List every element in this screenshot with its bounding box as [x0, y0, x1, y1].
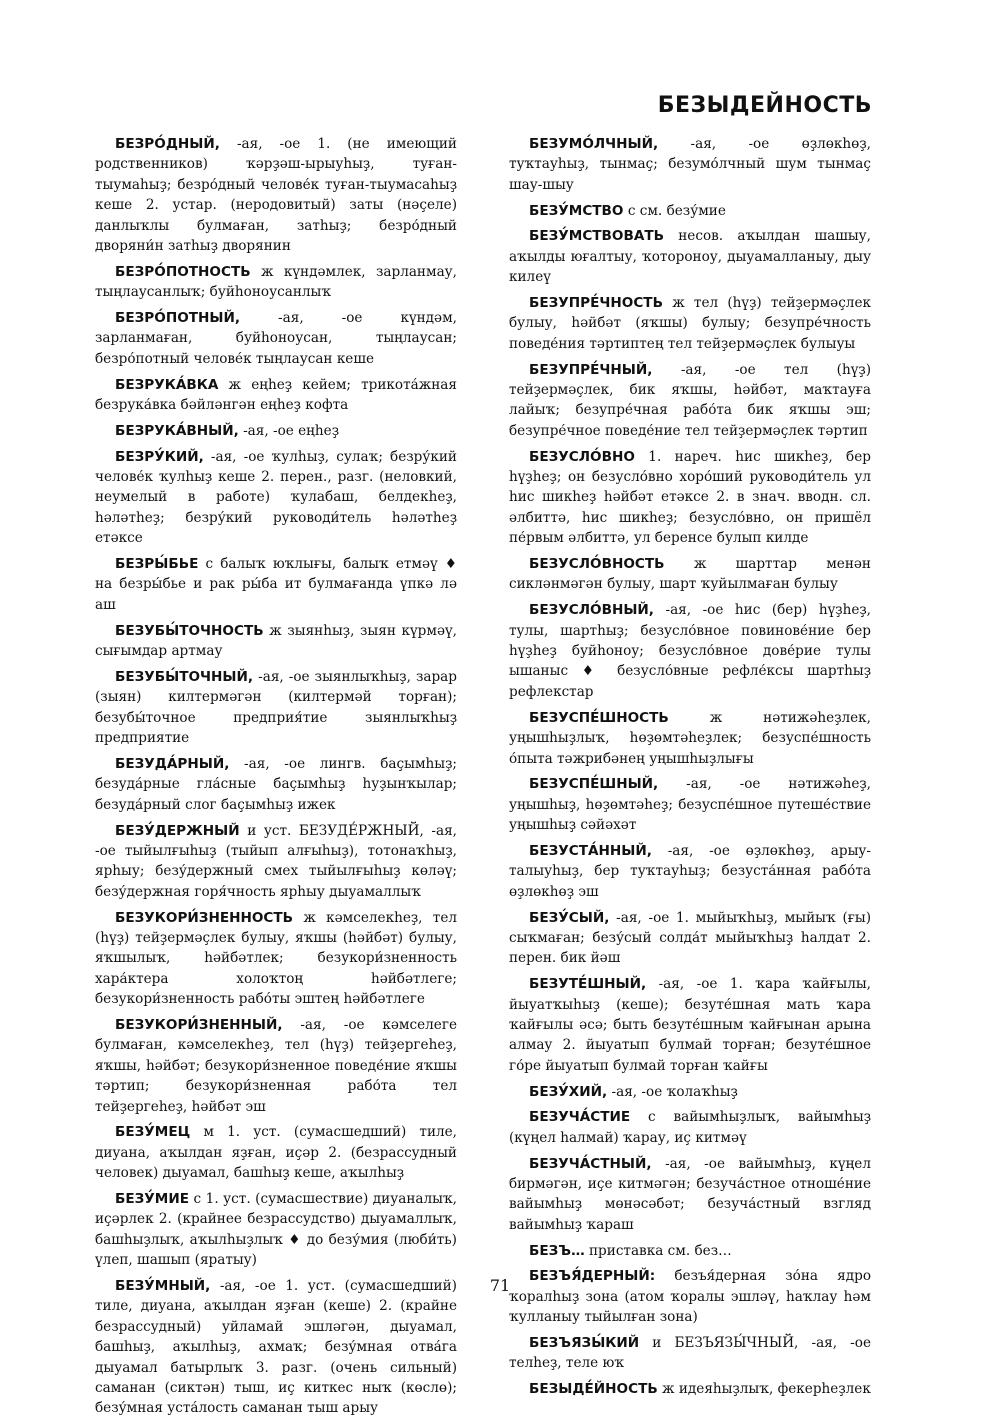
entry-body: и БЕЗЪЯЗЫ́ЧНЫЙ, -ая, -ое телһеҙ, теле юҡ	[509, 1334, 872, 1372]
dictionary-entry	[509, 1333, 871, 1374]
entry-headword: БЕЗУСПЕ́ШНОСТЬ	[529, 709, 669, 726]
entry-headword: БЕЗУСЛО́ВНОСТЬ	[529, 556, 665, 573]
page-number: 71	[489, 1276, 511, 1295]
entry-body: -ая, -ое вайымһыҙ, күңел бирмәгән, иҫе китмәгән; безуча́стное отноше́ние вайымһыҙ мөнәсәбәт; безуча́стный взгляд вайымһыҙ ҡараш	[509, 1155, 871, 1233]
entry-headword: БЕЗУ́МИЕ	[115, 1190, 189, 1207]
entry-body: -ая, -ое кәмселеге булмаған, кәмселекһеҙ, тел (һүҙ) тейҙергеһеҙ, яҡшы, һәйбәт; безукори́зненное поведе́ние яҡшы тәртип; безукори́зненная рабо́та тел тейҙергеһеҙ, һәйбәт эш	[95, 1016, 457, 1115]
entry-headword: БЕЗУБЫ́ТОЧНЫЙ,	[115, 668, 254, 685]
entry-body: приставка см. без…	[589, 1242, 732, 1259]
dictionary-entry	[509, 1379, 871, 1399]
entry-headword: БЕЗРУКА́ВКА	[115, 376, 219, 393]
dictionary-entry	[509, 908, 871, 969]
entry-headword: БЕЗУСЛО́ВНО	[529, 448, 635, 465]
entry-body: -ая, -ое лингв. баҫымһыҙ; безуда́рные гла́сные баҫымһыҙ һуҙынҡылар; безуда́рный слог баҫымһыҙ ижек	[95, 755, 457, 813]
dictionary-entry	[95, 908, 457, 1010]
dictionary-entry	[509, 1154, 871, 1236]
entry-body: -ая, -ое өҙлөкһөҙ, арыу-талыуһыҙ, бер туҡтауһыҙ; безуста́нная рабо́та өҙлөкһөҙ эш	[509, 842, 872, 900]
entry-headword: БЕЗРЫ́БЬЕ	[115, 556, 199, 573]
entry-headword: БЕЗУПРЕ́ЧНЫЙ,	[529, 361, 653, 378]
entry-headword: БЕЗУБЫ́ТОЧНОСТЬ	[115, 622, 264, 639]
entry-body: -ая, -ое зыянлыҡһыҙ, зарар (зыян) килтермәгән (килтермәй торған); безубы́точное предприя́тие зыянлыҡһыҙ предприятие	[95, 668, 457, 747]
entry-headword: БЕЗЪЯЗЫ́КИЙ	[529, 1334, 640, 1351]
entry-headword: БЕЗУ́ДЕРЖНЫЙ	[115, 822, 240, 839]
entry-headword: БЕЗРО́ДНЫЙ,	[115, 136, 220, 152]
dictionary-entry	[95, 821, 457, 903]
entry-body: ж күндәмлек, зарланмау, тыңлаусанлыҡ; буйһоноусанлыҡ	[95, 263, 457, 301]
entry-headword: БЕЗУ́МСТВО	[529, 202, 624, 219]
dictionary-entry	[95, 262, 457, 303]
entry-body: -ая, -ое тел (һүҙ) тейҙермәҫлек, бик яҡшы, һәйбәт, маҡтауға лайыҡ; безупре́чная рабо́та бик яҡшы эш; безупре́чное поведе́ние тел тейҙермәҫлек тәртип	[509, 361, 872, 439]
entry-body: -ая, -ое 1. уст. (сумасшедший) тиле, диуана, аҡылдан яҙған (кеше) 2. (крайне безрассудный) уйламай эшләгән, дыуамал, башһыҙ, аҡылһыҙ, ахмаҡ; безу́мная отва́га дыуамал батырлыҡ 3. разг. (очень сильный) саманан (сиктән) тыш, иҫ киткес ныҡ (көслө); безу́мная уста́лость саманан тыш арыу	[95, 1277, 457, 1417]
dictionary-entry	[509, 708, 871, 769]
entry-body: -ая, -ое ҡулһыҙ, сулаҡ; безру́кий челове́к ҡулһыҙ кеше 2. перен., разг. (неловкий, неумелый в работе) ҡулабаш, белдекһеҙ, һәләтһеҙ; безру́кий руководи́тель һәләтһеҙ етәксе	[95, 448, 457, 547]
entry-body: -ая, -ое еңһеҙ	[243, 422, 339, 439]
entry-body: и уст. БЕЗУДЕ́РЖНЫЙ, -ая, -ое тыйылғыһыҙ (тыйып алғыһыҙ), тотонаҡһыҙ, ярһыу; безу́держный смех тыйылғыһыҙ көләү; безу́держная горя́чность ярһыу дыуамаллыҡ	[95, 822, 458, 900]
entry-headword: БЕЗУМО́ЛЧНЫЙ,	[529, 136, 659, 152]
dictionary-entry	[509, 600, 871, 702]
entry-body: -ая, -ое 1. ҡара ҡайғылы, йыуатҡыһыҙ (кеше); безуте́шная мать ҡара ҡайғылы әсә; быть безуте́шным ҡайғынан арына алмау 2. йыуатып булмай торған; безуте́шное го́ре йыуатып булмай торған ҡайғы	[509, 976, 871, 1074]
dictionary-entry	[95, 134, 457, 256]
dictionary-entry	[95, 667, 457, 749]
entry-body: -ая, -ое һис (бер) һүҙһеҙ, тулы, шартһыҙ; безусло́вное повинове́ние бер һүҙһеҙ буйһоноу; безусло́вное дове́рие тулы ышаныс ♦ безусло́вные рефле́ксы шартһыҙ рефлекстар	[509, 602, 871, 700]
entry-headword: БЕЗУЧА́СТИЕ	[529, 1109, 631, 1126]
entry-headword: БЕЗУКОРИ́ЗНЕННЫЙ,	[115, 1016, 283, 1033]
dictionary-entry	[509, 447, 871, 549]
entry-body: с см. безу́мие	[627, 202, 726, 219]
entry-body: с балыҡ юҡлығы, балыҡ етмәү ♦ на безры́бье и рак ры́ба ит булмағанда үпкә лә аш	[95, 556, 457, 613]
entry-body: м 1. уст. (сумасшедший) тиле, диуана, аҡылдан яҙған, иҫәр 2. (безрассудный человек) дыуамал, башһыҙ кеше, аҡылһыҙ	[95, 1124, 458, 1182]
entry-headword: БЕЗЫДЕ́ЙНОСТЬ	[529, 1381, 658, 1398]
entry-body: ж тел (һүҙ) тейҙермәҫлек булыу, һәйбәт (яҡшы) булыу; безупре́чность поведе́ния тәртиптең тел тейҙермәҫлек булыуы	[509, 295, 871, 352]
entry-headword: БЕЗРО́ПОТНОСТЬ	[115, 263, 251, 280]
dictionary-entry	[95, 421, 457, 441]
entry-headword: БЕЗУЧА́СТНЫЙ,	[529, 1155, 652, 1172]
entry-body: безъя́дерная зо́на ядро ҡоралһыҙ зона (атом ҡоралы эшләү, һаҡлау һәм ҡулланыу тыйылған зона)	[509, 1268, 871, 1326]
dictionary-entry	[95, 308, 457, 369]
dictionary-entry	[509, 360, 871, 442]
dictionary-entry	[95, 447, 457, 549]
entry-body: -ая, -ое 1. (не имеющий родственников) ҡәрҙәш-ырыуһыҙ, туған-тыумаһыҙ; безро́дный челове́к туған-тыумасаһыҙ кеше 2. устар. (неродовитый) заты (нәҫеле) данлыҡлы булмаған, затһыҙ; безро́дный дворяни́н затһыҙ дворянин	[95, 136, 457, 255]
dictionary-entry	[509, 774, 871, 835]
entry-headword: БЕЗУКОРИ́ЗНЕННОСТЬ	[115, 909, 294, 926]
dictionary-entry	[95, 1015, 457, 1117]
entry-headword: БЕЗУТЕ́ШНЫЙ,	[529, 976, 647, 993]
entry-headword: БЕЗРО́ПОТНЫЙ,	[115, 310, 241, 327]
entry-body: с 1. уст. (сумасшествие) диуаналыҡ, иҫәрлек 2. (крайнее безрассудство) дыуамаллыҡ, башһыҙлыҡ, аҡылһыҙлыҡ ♦ до безу́мия (люби́ть) үлеп, шашып (яратыу)	[95, 1190, 458, 1269]
entry-body: ж нәтижәһеҙлек, уңышһыҙлыҡ, һөҙөмтәһеҙлек; безуспе́шность о́пыта тәжрибәнең уңышһыҙлығы	[509, 709, 871, 767]
left-column	[95, 134, 457, 1424]
entry-headword: БЕЗУСПЕ́ШНЫЙ,	[529, 776, 659, 793]
entry-body: ж кәмселекһеҙ, тел (һүҙ) тейҙермәҫлек булыу, яҡшы (һәйбәт) булыу, яҡшылыҡ, һәйбәтлек; безукори́зненность хара́ктера холоҡтоң һәйбәтлеге; безукори́зненность рабо́ты эштең һәйбәтлеге	[95, 909, 457, 1008]
dictionary-entry	[509, 293, 871, 354]
dictionary-entry	[509, 201, 871, 221]
entry-headword: БЕЗУ́ХИЙ,	[529, 1083, 608, 1100]
dictionary-entry	[509, 554, 871, 595]
entry-headword: БЕЗРУКА́ВНЫЙ,	[115, 422, 239, 439]
entry-body: ж зыянһыҙ, зыян күрмәү, сығымдар артмау	[95, 622, 457, 660]
right-column	[509, 134, 871, 1405]
entry-headword: БЕЗУСТА́ННЫЙ,	[529, 842, 652, 859]
entry-headword: БЕЗУДА́РНЫЙ,	[115, 755, 230, 772]
entry-headword: БЕЗУПРЕ́ЧНОСТЬ	[529, 295, 663, 312]
entry-body: ж еңһеҙ кейем; трикота́жная безрука́вка бәйләнгән еңһеҙ кофта	[95, 376, 457, 414]
entry-body: -ая, -ое ҡолаҡһыҙ	[611, 1083, 738, 1100]
dictionary-entry	[509, 841, 871, 902]
dictionary-entry	[95, 1276, 457, 1419]
entry-body: -ая, -ое нәтижәһеҙ, уңышһыҙ, һөҙөмтәһеҙ; безуспе́шное путеше́ствие уңышһыҙ сәйәхәт	[509, 776, 871, 834]
entry-body: -ая, -ое өҙлөкһөҙ, туҡтауһыҙ, тынмаҫ; безумо́лчный шум тынмаҫ шау-шыу	[509, 136, 871, 193]
running-head: БЕЗЫДЕЙНОСТЬ	[657, 93, 872, 118]
dictionary-entry	[95, 754, 457, 815]
entry-body: ж идеяһыҙлыҡ, фекерһеҙлек	[662, 1381, 871, 1398]
dictionary-entry	[509, 134, 871, 195]
entry-headword: БЕЗРУ́КИЙ,	[115, 448, 204, 465]
dictionary-entry	[509, 1082, 871, 1102]
dictionary-entry	[95, 1189, 457, 1271]
entry-headword: БЕЗУСЛО́ВНЫЙ,	[529, 602, 654, 619]
entry-headword: БЕЗЪ…	[529, 1242, 585, 1259]
entry-headword: БЕЗУ́МЕЦ	[115, 1124, 191, 1141]
dictionary-entry	[509, 226, 871, 287]
entry-headword: БЕЗЪЯ́ДЕРНЫЙ:	[529, 1268, 656, 1285]
dictionary-entry	[95, 375, 457, 416]
entry-body: 1. нареч. һис шикһеҙ, бер һүҙһеҙ; он безусло́вно хоро́ший руководи́тель ул һис шикһеҙ һәйбәт етәксе 2. в знач. вводн. сл. әлбиттә, һис шикһеҙ; безусло́вно, он пришёл пе́рвым әлбиттә, ул беренсе булып килде	[509, 448, 871, 547]
entry-body: -ая, -ое күндәм, зарланмаған, буйһоноусан, тыңлаусан; безро́потный челове́к тыңлаусан кеше	[95, 310, 457, 367]
entry-headword: БЕЗУ́МНЫЙ,	[115, 1277, 211, 1294]
entry-headword: БЕЗУ́СЫЙ,	[529, 909, 610, 926]
dictionary-entry	[509, 1107, 871, 1148]
entry-body: -ая, -ое 1. мыйыҡһыҙ, мыйыҡ (ғы) сыҡмаған; безу́сый солда́т мыйыҡһыҙ һалдат 2. перен. бик йәш	[509, 909, 871, 967]
dictionary-entry	[95, 554, 457, 615]
dictionary-entry	[95, 621, 457, 662]
entry-headword: БЕЗУ́МСТВОВАТЬ	[529, 228, 664, 245]
entry-body: ж шарттар менән сикләнмәгән булыу, шарт ҡуйылмаған булыу	[509, 556, 871, 593]
dictionary-entry	[95, 1122, 457, 1183]
dictionary-entry	[509, 1241, 871, 1261]
dictionary-entry	[509, 974, 871, 1076]
entry-body: несов. аҡылдан шашыу, аҡылды юғалтыу, ҡотороноу, дыуамалланыу, дыу килеү	[509, 228, 871, 286]
entry-body: с вайымһыҙлыҡ, вайымһыҙ (күңел һалмай) ҡарау, иҫ китмәү	[509, 1109, 872, 1146]
